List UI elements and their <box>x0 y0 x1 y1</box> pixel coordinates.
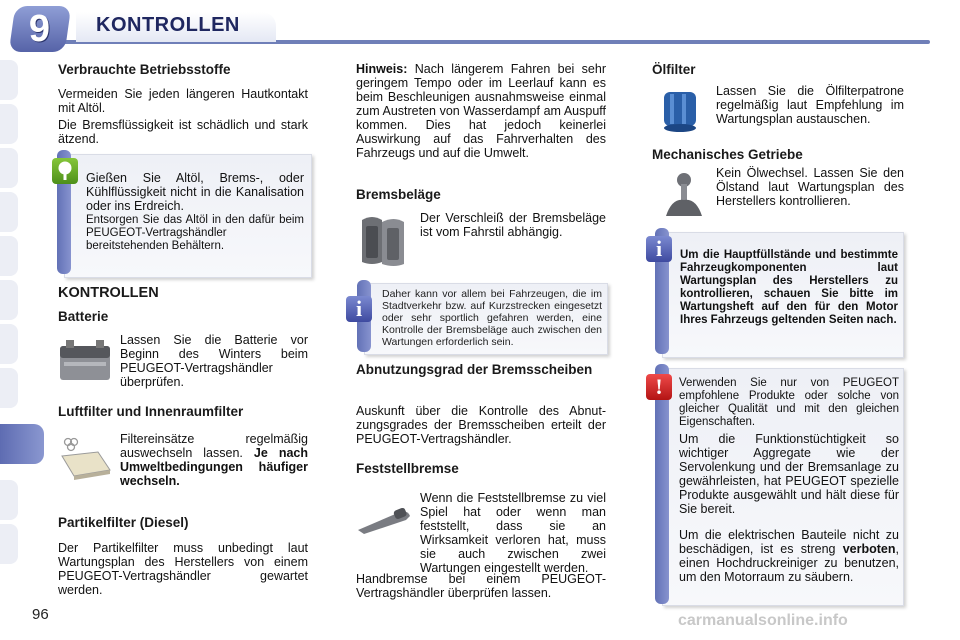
section-title-battery: Batterie <box>58 309 109 324</box>
maintenance-info-text: Um die Hauptfüllstände und bestimmte Fahrzeugkomponenten laut Wartungsplan des Herstellers zu kontrollieren, schauen Sie bitte im Wartungsheft auf den für den Motor Ihres Fahrzeugs geltenden Seiten nach. <box>680 249 898 326</box>
chapter-tab-2[interactable] <box>0 104 18 144</box>
brake-pads-text: Der Verschleiß der Bremsbeläge ist vom Fahrstil abhängig. <box>420 211 606 239</box>
battery-icon <box>58 336 114 384</box>
chapter-tab-6[interactable] <box>0 280 18 320</box>
watermark: carmanualsonline.info <box>678 612 848 629</box>
warning-text-3a: Um die elektrischen Bauteile nicht zu beschädigen, ist es streng <box>679 528 899 556</box>
warning-box-bar <box>655 364 669 604</box>
parking-brake-text: Wenn die Feststellbremse zu viel Spiel hat oder wenn man feststellt, dass sie an Wirksamkeit verloren hat, muss sie auch zwischen zwei Wartungen eingestellt werden. <box>420 491 606 575</box>
filter-icon <box>58 436 112 484</box>
chapter-number: 9 <box>29 7 51 50</box>
chapter-tab-11[interactable] <box>0 524 18 564</box>
filter-text-normal: Filtereinsätze regelmäßig auswechseln lassen. <box>120 432 308 460</box>
gearbox-text: Kein Ölwechsel. Lassen Sie den Ölstand laut Wartungsplan des Herstellers kontrollieren. <box>716 166 904 208</box>
warning-text-2: Um die Funktionstüchtigkeit so wichtiger Aggregate wie der Servolenkung und der Bremsanlage zu gewährleisten, hat PEUGEOT spezielle Produkte ausgewählt und hält diese für Sie bereit. <box>679 432 899 516</box>
warning-text-3 <box>679 528 899 584</box>
consumables-text-1: Vermeiden Sie jeden längeren Hautkontakt mit Altöl. <box>58 87 308 115</box>
tree-icon <box>52 158 78 184</box>
warning-text-3-bold: verboten <box>842 542 896 556</box>
info-icon: i <box>646 236 672 262</box>
chapter-tab-4[interactable] <box>0 192 18 232</box>
section-title-parking-brake: Feststellbremse <box>356 461 459 476</box>
hint-paragraph <box>356 62 606 160</box>
battery-text: Lassen Sie die Batterie vor Beginn des Winters beim PEUGEOT-Vertragshändler überprüfen. <box>120 333 308 389</box>
disc-wear-text: Auskunft über die Kontrolle des Abnutzungsgrades der Bremsscheiben erteilt der PEUGEOT-Vertragshändler. <box>356 404 606 446</box>
section-title-particle-filter: Partikelfilter (Diesel) <box>58 515 189 530</box>
warning-icon: ! <box>646 374 672 400</box>
warning-text-3b: , einen Hochdruckreiniger zu benutzen, um den Motorraum zu säubern. <box>679 542 899 584</box>
chapter-tab-8[interactable] <box>0 368 18 408</box>
section-title-consumables: Verbrauchte Betriebsstoffe <box>58 62 231 77</box>
parking-brake-text-2: Handbremse bei einem PEUGEOT-Vertragshändler überprüfen lassen. <box>356 572 606 600</box>
section-title-filters: Luftfilter und Innenraumfilter <box>58 404 244 419</box>
chapter-badge <box>9 6 71 52</box>
brake-info-text: Daher kann vor allem bei Fahrzeugen, die im Stadtverkehr bzw. auf Kurzstrecken eingesetzt oder sehr sportlich gefahren werden, eine Kontrolle der Bremsbeläge auch zwischen den Wartungen erforderlich sein. <box>382 288 602 348</box>
section-title-oil-filter: Ölfilter <box>652 62 696 77</box>
hint-text: Nach längerem Fahren bei sehr geringem Tempo oder im Leerlauf kann es beim Beschleunigen ausnahmsweise einmal zum Austreten von Wasserdampf am Auspuff kommen. Dies hat jedoch keinerlei Auswirkung auf das Fahrverhalten des Fahrzeugs und auf die Umwelt. <box>356 62 606 160</box>
section-title-kontrollen: KONTROLLEN <box>58 285 159 301</box>
parking-brake-icon <box>356 500 412 536</box>
chapter-tab-5[interactable] <box>0 236 18 276</box>
particle-filter-text: Der Partikelfilter muss unbedingt laut Wartungsplan des Herstellers von einem PEUGEOT-Vertragshändler gewartet werden. <box>58 541 308 597</box>
chapter-tab-10[interactable] <box>0 480 18 520</box>
info-icon: i <box>346 296 372 322</box>
chapter-tab-7[interactable] <box>0 324 18 364</box>
brake-pads-icon <box>356 212 410 268</box>
chapter-tab-3[interactable] <box>0 148 18 188</box>
chapter-tab-1[interactable] <box>0 60 18 100</box>
filter-text <box>120 432 308 488</box>
warning-text-1: Verwenden Sie nur von PEUGEOT empfohlene Produkte oder solche von gleicher Qualität und mit den gleichen Eigenschaften. <box>679 377 899 428</box>
oil-filter-text: Lassen Sie die Ölfilterpatrone regelmäßig laut Empfehlung im Wartungsplan austauschen. <box>716 84 904 126</box>
section-title-gearbox: Mechanisches Getriebe <box>652 147 803 162</box>
hint-label: Hinweis: <box>356 62 408 76</box>
environment-text-2: Entsorgen Sie das Altöl in den dafür beim PEUGEOT-Vertragshändler bereitstehenden Behältern. <box>86 214 304 252</box>
filter-text-bold: Je nach Umweltbedingungen häufiger wechseln. <box>120 446 308 488</box>
page-number: 96 <box>32 606 49 623</box>
environment-text-1: Gießen Sie Altöl, Brems-, oder Kühlflüssigkeit nicht in die Kanalisation oder ins Erdreich. <box>86 171 304 213</box>
gear-lever-icon <box>658 170 706 220</box>
chapter-tab-9-active[interactable] <box>0 424 44 464</box>
page-title: KONTROLLEN <box>96 14 240 36</box>
section-title-brake-pads: Bremsbeläge <box>356 187 441 202</box>
consumables-text-2: Die Bremsflüssigkeit ist schädlich und stark ätzend. <box>58 118 308 146</box>
section-title-disc-wear: Abnutzungsgrad der Bremsscheiben <box>356 362 593 377</box>
oil-filter-icon <box>660 88 700 134</box>
